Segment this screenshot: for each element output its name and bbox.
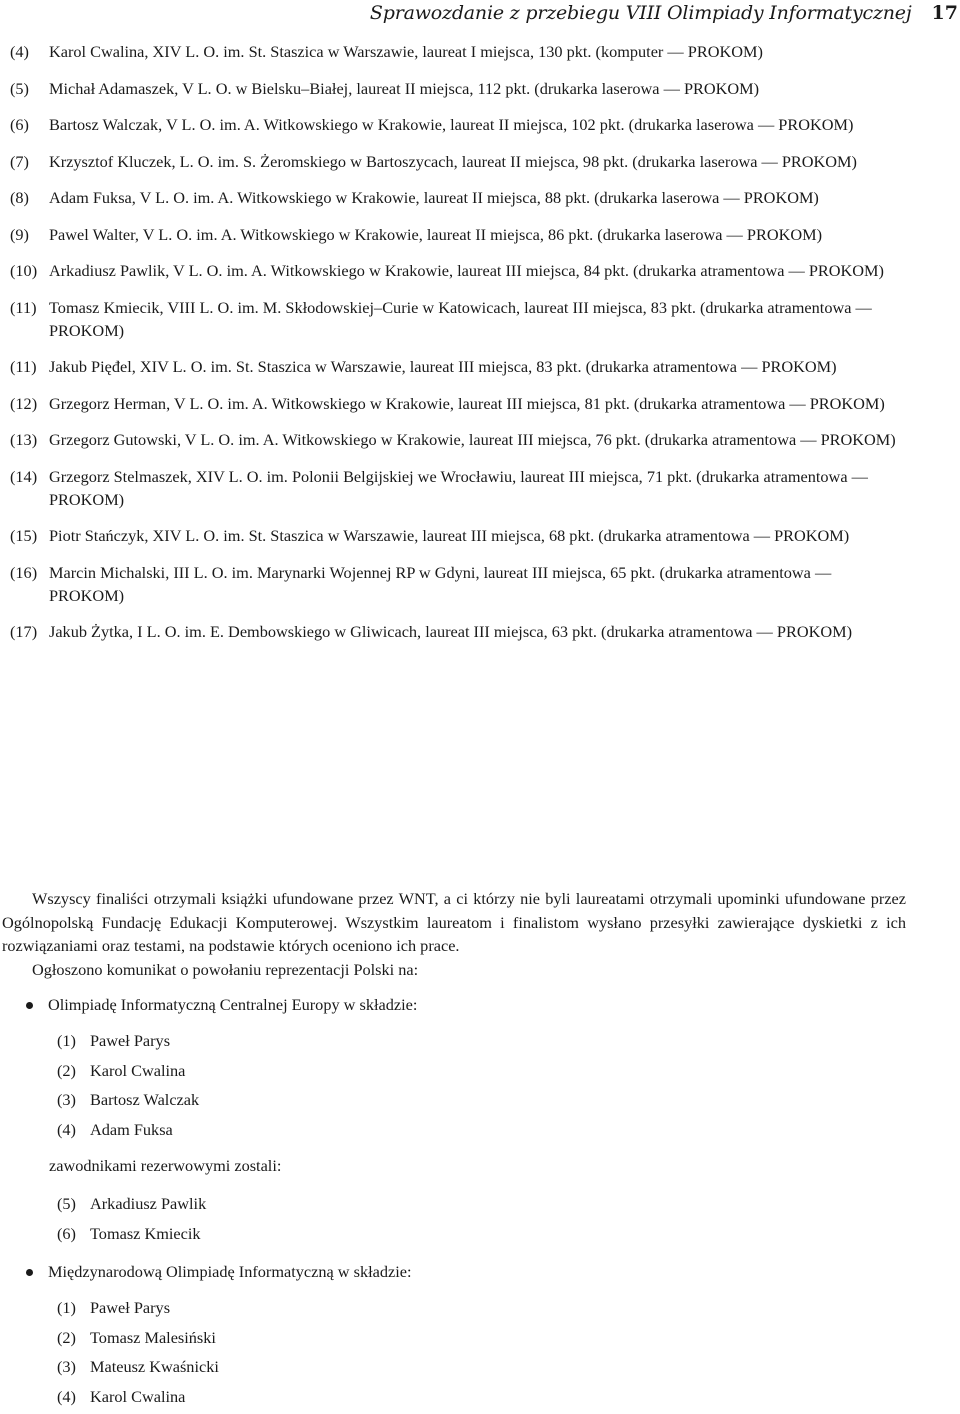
page-number: 17 — [932, 2, 958, 24]
list-item — [57, 1385, 219, 1414]
list-item — [10, 428, 908, 451]
list-item — [10, 223, 908, 246]
item-number: (15) — [10, 524, 49, 547]
member-name: Adam Fuksa — [90, 1120, 173, 1139]
list-item — [57, 1192, 206, 1222]
list-item — [10, 524, 908, 547]
running-header — [370, 0, 960, 26]
item-number: (3) — [57, 1088, 90, 1112]
item-number: (2) — [57, 1326, 90, 1350]
list-item — [10, 561, 908, 607]
list-item — [10, 465, 908, 511]
member-name: Paweł Parys — [90, 1298, 170, 1317]
list-item — [10, 150, 908, 173]
item-text: Marcin Michalski, III L. O. im. Marynarki Wojennej RP w Gdyni, laureat III miejsca, 65 pkt. (drukarka atramentowa — PROKOM) — [49, 561, 908, 607]
item-number: (14) — [10, 465, 49, 488]
list-item — [10, 620, 908, 643]
list-item — [10, 392, 908, 415]
list-item — [57, 1355, 219, 1385]
item-text: Krzysztof Kluczek, L. O. im. S. Żeromskiego w Bartoszycach, laureat II miejsca, 98 pkt. (drukarka laserowa — PROKOM) — [49, 150, 908, 173]
member-name: Tomasz Malesiński — [90, 1328, 216, 1347]
item-number: (6) — [57, 1222, 90, 1246]
item-number: (6) — [10, 113, 49, 136]
list-item — [57, 1059, 199, 1089]
bullet-icon — [26, 1269, 33, 1276]
list-item — [10, 40, 908, 63]
laureates-list — [10, 40, 908, 657]
item-number: (11) — [10, 355, 49, 378]
list-item — [10, 113, 908, 136]
team-members-list — [57, 1296, 219, 1414]
item-text: Grzegorz Stelmaszek, XIV L. O. im. Polonii Belgijskiej we Wrocławiu, laureat III miejsca, 71 pkt. (drukarka atramentowa — PROKOM) — [49, 465, 908, 511]
member-name: Arkadiusz Pawlik — [90, 1194, 206, 1213]
item-number: (2) — [57, 1059, 90, 1083]
item-number: (13) — [10, 428, 49, 451]
item-text: Pawel Walter, V L. O. im. A. Witkowskiego w Krakowie, laureat II miejsca, 86 pkt. (drukarka laserowa — PROKOM) — [49, 223, 908, 246]
item-number: (4) — [10, 40, 49, 63]
member-name: Mateusz Kwaśnicki — [90, 1357, 219, 1376]
item-number: (5) — [57, 1192, 90, 1216]
team-heading — [26, 1260, 411, 1284]
item-number: (16) — [10, 561, 49, 584]
item-number: (11) — [10, 296, 49, 319]
list-item — [10, 77, 908, 100]
item-text: Piotr Stańczyk, XIV L. O. im. St. Staszica w Warszawie, laureat III miejsca, 68 pkt. (drukarka atramentowa — PROKOM) — [49, 524, 908, 547]
list-item — [57, 1296, 219, 1326]
body-paragraph: Ogłoszono komunikat o powołaniu reprezentacji Polski na: — [2, 958, 906, 982]
item-number: (10) — [10, 259, 49, 282]
item-text: Jakub Pięđel, XIV L. O. im. St. Staszica w Warszawie, laureat III miejsca, 83 pkt. (drukarka atramentowa — PROKOM) — [49, 355, 908, 378]
item-number: (5) — [10, 77, 49, 100]
list-item — [57, 1029, 199, 1059]
team-heading — [26, 993, 417, 1017]
member-name: Tomasz Kmiecik — [90, 1224, 201, 1243]
item-number: (7) — [10, 150, 49, 173]
item-number: (4) — [57, 1385, 90, 1409]
list-item — [10, 259, 908, 282]
team-label: Międzynarodową Olimpiadę Informatyczną w składzie: — [48, 1262, 411, 1282]
list-item — [10, 186, 908, 209]
item-text: Bartosz Walczak, V L. O. im. A. Witkowskiego w Krakowie, laureat II miejsca, 102 pkt. (drukarka laserowa — PROKOM) — [49, 113, 908, 136]
list-item — [57, 1088, 199, 1118]
item-number: (8) — [10, 186, 49, 209]
member-name: Paweł Parys — [90, 1031, 170, 1050]
item-number: (3) — [57, 1355, 90, 1379]
member-name: Bartosz Walczak — [90, 1090, 199, 1109]
item-text: Grzegorz Gutowski, V L. O. im. A. Witkowskiego w Krakowie, laureat III miejsca, 76 pkt. (drukarka atramentowa — PROKOM) — [49, 428, 908, 451]
team-label: Olimpiadę Informatyczną Centralnej Europy w składzie: — [48, 995, 417, 1015]
list-item — [57, 1222, 206, 1252]
list-item — [57, 1326, 219, 1356]
item-number: (1) — [57, 1296, 90, 1320]
team-members-list — [57, 1029, 199, 1147]
reserve-members-list — [57, 1192, 206, 1251]
item-number: (17) — [10, 620, 49, 643]
item-text: Adam Fuksa, V L. O. im. A. Witkowskiego w Krakowie, laureat II miejsca, 88 pkt. (drukarka laserowa — PROKOM) — [49, 186, 908, 209]
item-text: Jakub Żytka, I L. O. im. E. Dembowskiego w Gliwicach, laureat III miejsca, 63 pkt. (drukarka atramentowa — PROKOM) — [49, 620, 908, 643]
item-number: (9) — [10, 223, 49, 246]
body-paragraph: Wszyscy finaliści otrzymali książki ufundowane przez WNT, a ci którzy nie byli laureatami otrzymali upominki ufundowane przez Ogólnopolską Fundację Edukacji Komputerowej. Wszystkim laureatom i finalistom wysłano przesyłki zawierające dyskietki z ich rozwiązaniami oraz testami, na podstawie których oceniono ich prace. — [2, 887, 906, 958]
bullet-icon — [26, 1002, 33, 1009]
running-title: Sprawozdanie z przebiegu VIII Olimpiady Informatycznej — [370, 2, 912, 24]
list-item — [57, 1118, 199, 1148]
item-text: Arkadiusz Pawlik, V L. O. im. A. Witkowskiego w Krakowie, laureat III miejsca, 84 pkt. (drukarka atramentowa — PROKOM) — [49, 259, 908, 282]
item-text: Grzegorz Herman, V L. O. im. A. Witkowskiego w Krakowie, laureat III miejsca, 81 pkt. (drukarka atramentowa — PROKOM) — [49, 392, 908, 415]
item-number: (12) — [10, 392, 49, 415]
list-item — [10, 355, 908, 378]
item-number: (1) — [57, 1029, 90, 1053]
member-name: Karol Cwalina — [90, 1061, 185, 1080]
item-text: Tomasz Kmiecik, VIII L. O. im. M. Skłodowskiej–Curie w Katowicach, laureat III miejsca, 83 pkt. (drukarka atramentowa — PROKOM) — [49, 296, 908, 342]
item-number: (4) — [57, 1118, 90, 1142]
member-name: Karol Cwalina — [90, 1387, 185, 1406]
list-item — [10, 296, 908, 342]
item-text: Michał Adamaszek, V L. O. w Bielsku–Białej, laureat II miejsca, 112 pkt. (drukarka laserowa — PROKOM) — [49, 77, 908, 100]
item-text: Karol Cwalina, XIV L. O. im. St. Staszica w Warszawie, laureat I miejsca, 130 pkt. (komputer — PROKOM) — [49, 40, 908, 63]
reserve-label: zawodnikami rezerwowymi zostali: — [49, 1154, 281, 1178]
